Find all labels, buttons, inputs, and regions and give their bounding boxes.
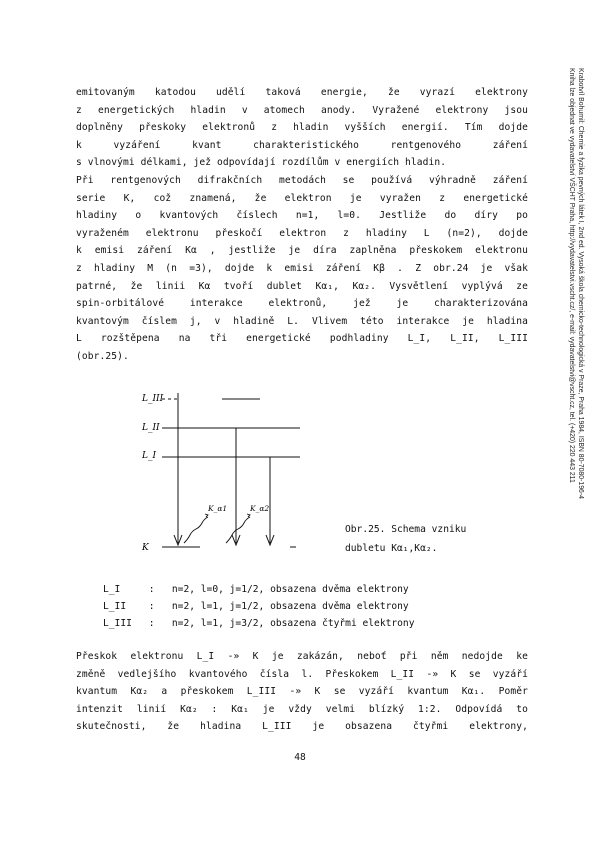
text-line: Přeskok elektronu L_I -» K je zakázán, neboť při něm nedojde ke [76,651,528,662]
sidebar-line-1: Krabotvíl Bohumil: Chemie a fyzika pevných látek I, 2nd ed. Vysoká škola chemicko-technologická v Praze, Praha 1984, ISBN 80-7080-196-4 [577,68,584,500]
label-k-alpha2: K_α2 [250,504,270,513]
text-line: Při rentgenových difrakčních metodách se používá výhradně záření [76,174,528,186]
text-line: z energetických hladin v atomech anody. Vyražené elektrony jsou [76,104,528,116]
level-label-l3: L_III [142,394,164,404]
text-line: emitovaným katodou udělí taková energie, že vyrazí elektrony [76,87,528,98]
sublevel-name: L_II [103,601,127,612]
label-k-alpha1: K_α1 [208,504,228,513]
text-line: z hladiny M (n =3), dojde k emisi záření Kβ . Z obr.24 je však [76,262,528,274]
text-line: skutečnosti, že hladina L_III je obsazena čtyřmi elektrony, [76,721,528,733]
text-line: intenzit linií Kα₂ : Kα₁ je vždy velmi blízký 1:2. Odpovídá to [76,703,528,715]
sublevel-row [103,615,414,632]
photon-k-alpha1-wave [184,517,208,543]
sublevel-name: L_III [103,618,132,629]
paragraph-bottom [76,648,528,736]
sublevel-desc: n=2, l=1, j=1/2, obsazena dvěma elektrony [171,601,409,612]
sublevel-desc: n=2, l=1, j=3/2, obsazena čtyřmi elektrony [171,618,415,629]
text-line: L rozštěpena na tři energetické podhladiny L_I, L_II, L_III [76,333,528,345]
sublevel-sep: : [148,618,155,629]
sublevel-desc: n=2, l=0, j=1/2, obsazena dvěma elektrony [171,584,409,595]
photon-arrowhead [205,514,208,517]
sublevel-sep: : [148,601,155,612]
figure-caption [345,520,466,558]
text-line: vyraženém elektronu přeskočí elektron z hladiny L (n=2), dojde [76,227,528,239]
level-label-l1: L_I [142,451,157,461]
text-line: s vlnovými délkami, jež odpovídají rozdílům v energiích hladin. [76,157,447,169]
sidebar-line-2: Kniha lze objednat ve vydavatelství VŠCHT Praha, http://vydavatelstvi.vscht.cz/, e-mail: vydavatelstvi@vscht.cz, tel. (+420) 220 443 211 [567,68,575,483]
text-line: spin-orbitálové interakce elektronů, jež je charakterizována [76,298,528,310]
level-label-l2: L_II [142,423,160,433]
text-line: serie K, což znamená, že elektron je vyražen z energetické [76,192,528,204]
text-line: kvantum Kα₂ a přeskokem L_III -» K se vyzáří kvantum Kα₁. Poměr [76,686,528,698]
text-line: hladiny o kvantových číslech n=1, l=0. Jestliže do díry po [76,210,528,222]
energy-level-diagram [140,385,340,565]
text-line: k emisi záření Kα , jestliže je díra zaplněna přeskokem elektronu [76,245,528,257]
sublevel-name: L_I [103,584,121,595]
caption-line-1: Obr.25. Schema vzniku [345,524,467,535]
sublevel-list [103,581,414,632]
sublevel-row [103,581,414,598]
text-line: (obr.25). [76,350,129,362]
text-line: k vyzáření kvant charakteristického rentgenového záření [76,139,528,151]
text-line: změně vedlejšího kvantového čísla l. Přeskokem L_II -» K se vyzáří [76,668,528,680]
paragraph-top [76,84,528,366]
page-number: 48 [294,752,306,763]
level-label-k: K [142,543,149,553]
caption-line-2: dubletu Kα₁,Kα₂. [345,543,438,554]
text-line: doplněny přeskoky elektronů z hladin vyšších energií. Tím dojde [76,122,528,134]
photon-arrowhead [247,514,250,517]
sublevel-sep: : [148,584,155,595]
text-line: patrné, že linii Kα tvoří dublet Kα₁, Kα₂. Vysvětlení vyplývá ze [76,280,528,292]
sublevel-row [103,598,414,615]
text-line: kvantovým číslem j, v hladině L. Vlivem této interakce je hladina [76,315,528,327]
sidebar-citation [566,68,585,568]
